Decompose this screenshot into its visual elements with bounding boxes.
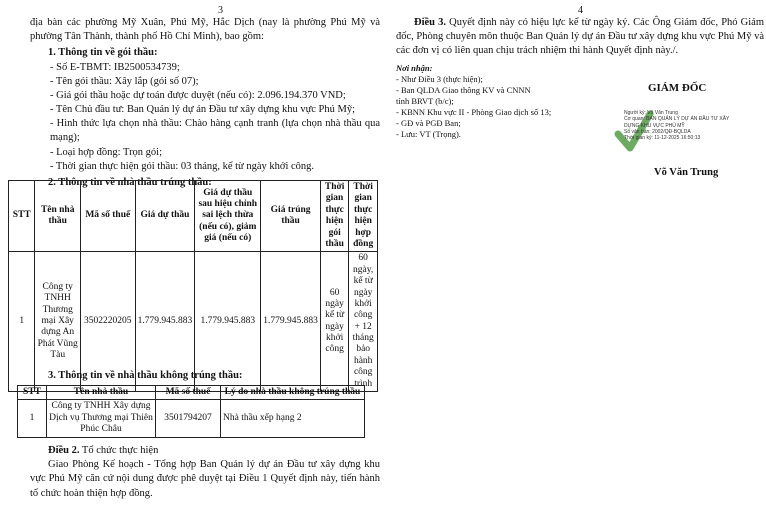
bid-info-item: - Hình thức lựa chọn nhà thầu: Chào hàng cạnh tranh (lựa chọn nhà thầu qua mạng);: [50, 118, 380, 144]
table-header: Tên nhà thầu: [35, 181, 80, 252]
table-cell: 60 ngày, kể từ ngày khởi công + 12 tháng bảo hành công trình: [349, 252, 378, 392]
stamp-line: Số văn bản: 2002/QĐ-BQLDA: [624, 128, 691, 135]
stamp-line: Thời gian ký: 11-12-2025 16:50:13: [624, 135, 701, 141]
section1-heading: 1. Thông tin về gói thầu:: [48, 47, 158, 59]
table-header: Tên nhà thầu: [47, 386, 156, 400]
signer-name: Võ Văn Trung: [654, 167, 719, 178]
table-cell: 60 ngày kể từ ngày khởi công: [320, 252, 348, 392]
article2-body: Giao Phòng Kế hoạch - Tổng hợp Ban Quản lý dự án Đầu tư xây dựng khu vực Phú Mỹ căn cứ nội dung được phê duyệt tại Điều 1 Quyết định này, tiến hành tổ chức hoàn thiện hợp đồng.: [30, 459, 380, 499]
table-header: Giá trúng thầu: [261, 181, 321, 252]
article2-heading: [30, 444, 380, 458]
table-header-row: [18, 386, 365, 400]
digital-signature-stamp: [602, 108, 762, 156]
bid-info-item: - Tên gói thầu: Xây lắp (gói số 07);: [50, 75, 199, 87]
table-cell: 3501794207: [156, 400, 221, 437]
page-number-left: 3: [218, 5, 223, 16]
winner-table: [8, 180, 378, 392]
stamp-text: [624, 110, 729, 141]
table-row: [18, 400, 365, 437]
table-header: Giá dự thầu: [135, 181, 195, 252]
article3-label: Điều 3.: [414, 17, 446, 28]
table-header: Mã số thuế: [156, 386, 221, 400]
section3-heading: 3. Thông tin về nhà thầu không trúng thầu:: [48, 370, 243, 381]
table-cell: Nhà thầu xếp hạng 2: [221, 400, 365, 437]
recipient-item: - GĐ và PGĐ Ban;: [396, 117, 461, 128]
stamp-line: DỰNG KHU VỰC PHÚ MỸ: [624, 122, 685, 129]
stamp-line: Người ký: Võ Văn Trung: [624, 110, 678, 116]
table-header: Lý do nhà thầu không trúng thầu: [221, 386, 365, 400]
table-header: Mã số thuế: [80, 181, 135, 252]
article3-body: Quyết định này có hiệu lực kể từ ngày ký. Các Ông Giám đốc, Phó Giám đốc, Phòng chuyên môn thuộc Ban Quản lý dự án Đầu tư xây dựng khu vực Phú Mỹ và các đơn vị có liên quan chịu trách nhiệm thi hành Quyết định này./.: [396, 17, 764, 57]
article2-title: Tổ chức thực hiện: [79, 445, 159, 456]
table-cell: 1: [18, 400, 47, 437]
recipients-heading: Nơi nhận:: [396, 62, 433, 73]
table-cell: 1.779.945.883: [195, 252, 261, 392]
recipient-item: - KBNN Khu vực II - Phòng Giao dịch số 13;: [396, 106, 552, 117]
table-cell: 3502220205: [80, 252, 135, 392]
table-cell: 1.779.945.883: [261, 252, 321, 392]
recipient-item: tỉnh BRVT (b/c);: [396, 95, 454, 106]
table-header-row: [9, 181, 378, 252]
table-header: Thời gian thực hiện gói thầu: [320, 181, 348, 252]
loser-table: [17, 385, 365, 438]
bid-info-item: - Tên Chủ đầu tư: Ban Quản lý dự án Đầu tư xây dựng khu vực Phú Mỹ;: [50, 104, 356, 116]
table-header: STT: [18, 386, 47, 400]
section2-heading: 2. Thông tin về nhà thầu trúng thầu:: [48, 176, 212, 188]
section3-wrap: [30, 367, 380, 383]
bid-info-item: - Thời gian thực hiện gói thầu: 03 tháng, kể từ ngày khởi công.: [50, 160, 315, 172]
article2-label: Điều 2.: [48, 445, 80, 456]
recipient-item: - Ban QLDA Giao thông KV và CNNN: [396, 84, 531, 95]
page-number-right: 4: [578, 5, 583, 16]
article2-block: [30, 444, 380, 501]
recipient-item: - Lưu: VT (Trọng).: [396, 128, 461, 139]
recipient-item: - Như Điều 3 (thực hiện);: [396, 73, 483, 84]
table-cell: Công ty TNHH Thương mại Xây dựng An Phát Vũng Tàu: [35, 252, 80, 392]
article3-text: [396, 16, 764, 59]
table-header: Thời gian thực hiện hợp đồng: [349, 181, 378, 252]
bid-info-item: - Số E-TBMT: IB2500534739;: [50, 61, 180, 73]
table-cell: 1.779.945.883: [135, 252, 195, 392]
stamp-line: Cơ quan: BAN QUẢN LÝ DỰ ÁN ĐẦU TƯ XÂY: [624, 116, 730, 123]
bid-info-item: - Loại hợp đồng: Trọn gói;: [50, 146, 163, 158]
table-cell: 1: [9, 252, 35, 392]
table-cell: Công ty TNHH Xây dựng Dịch vụ Thương mại Thiên Phúc Châu: [47, 400, 156, 437]
signer-title: GIÁM ĐỐC: [648, 82, 707, 94]
intro-text: địa bàn các phường Mỹ Xuân, Phú Mỹ, Hắc Dịch (nay là phường Phú Mỹ và phường Tân Thành, thành phố Hồ Chí Minh), bao gồm:: [30, 17, 380, 43]
table-header: STT: [9, 181, 35, 252]
table-header: Giá dự thầu sau hiệu chỉnh sai lệch thừa (nếu có), giảm giá (nếu có): [195, 181, 261, 252]
bid-info-item: - Giá gói thầu hoặc dự toán được duyệt (nếu có): 2.096.194.370 VND;: [50, 89, 346, 101]
left-page-content: [30, 16, 380, 190]
